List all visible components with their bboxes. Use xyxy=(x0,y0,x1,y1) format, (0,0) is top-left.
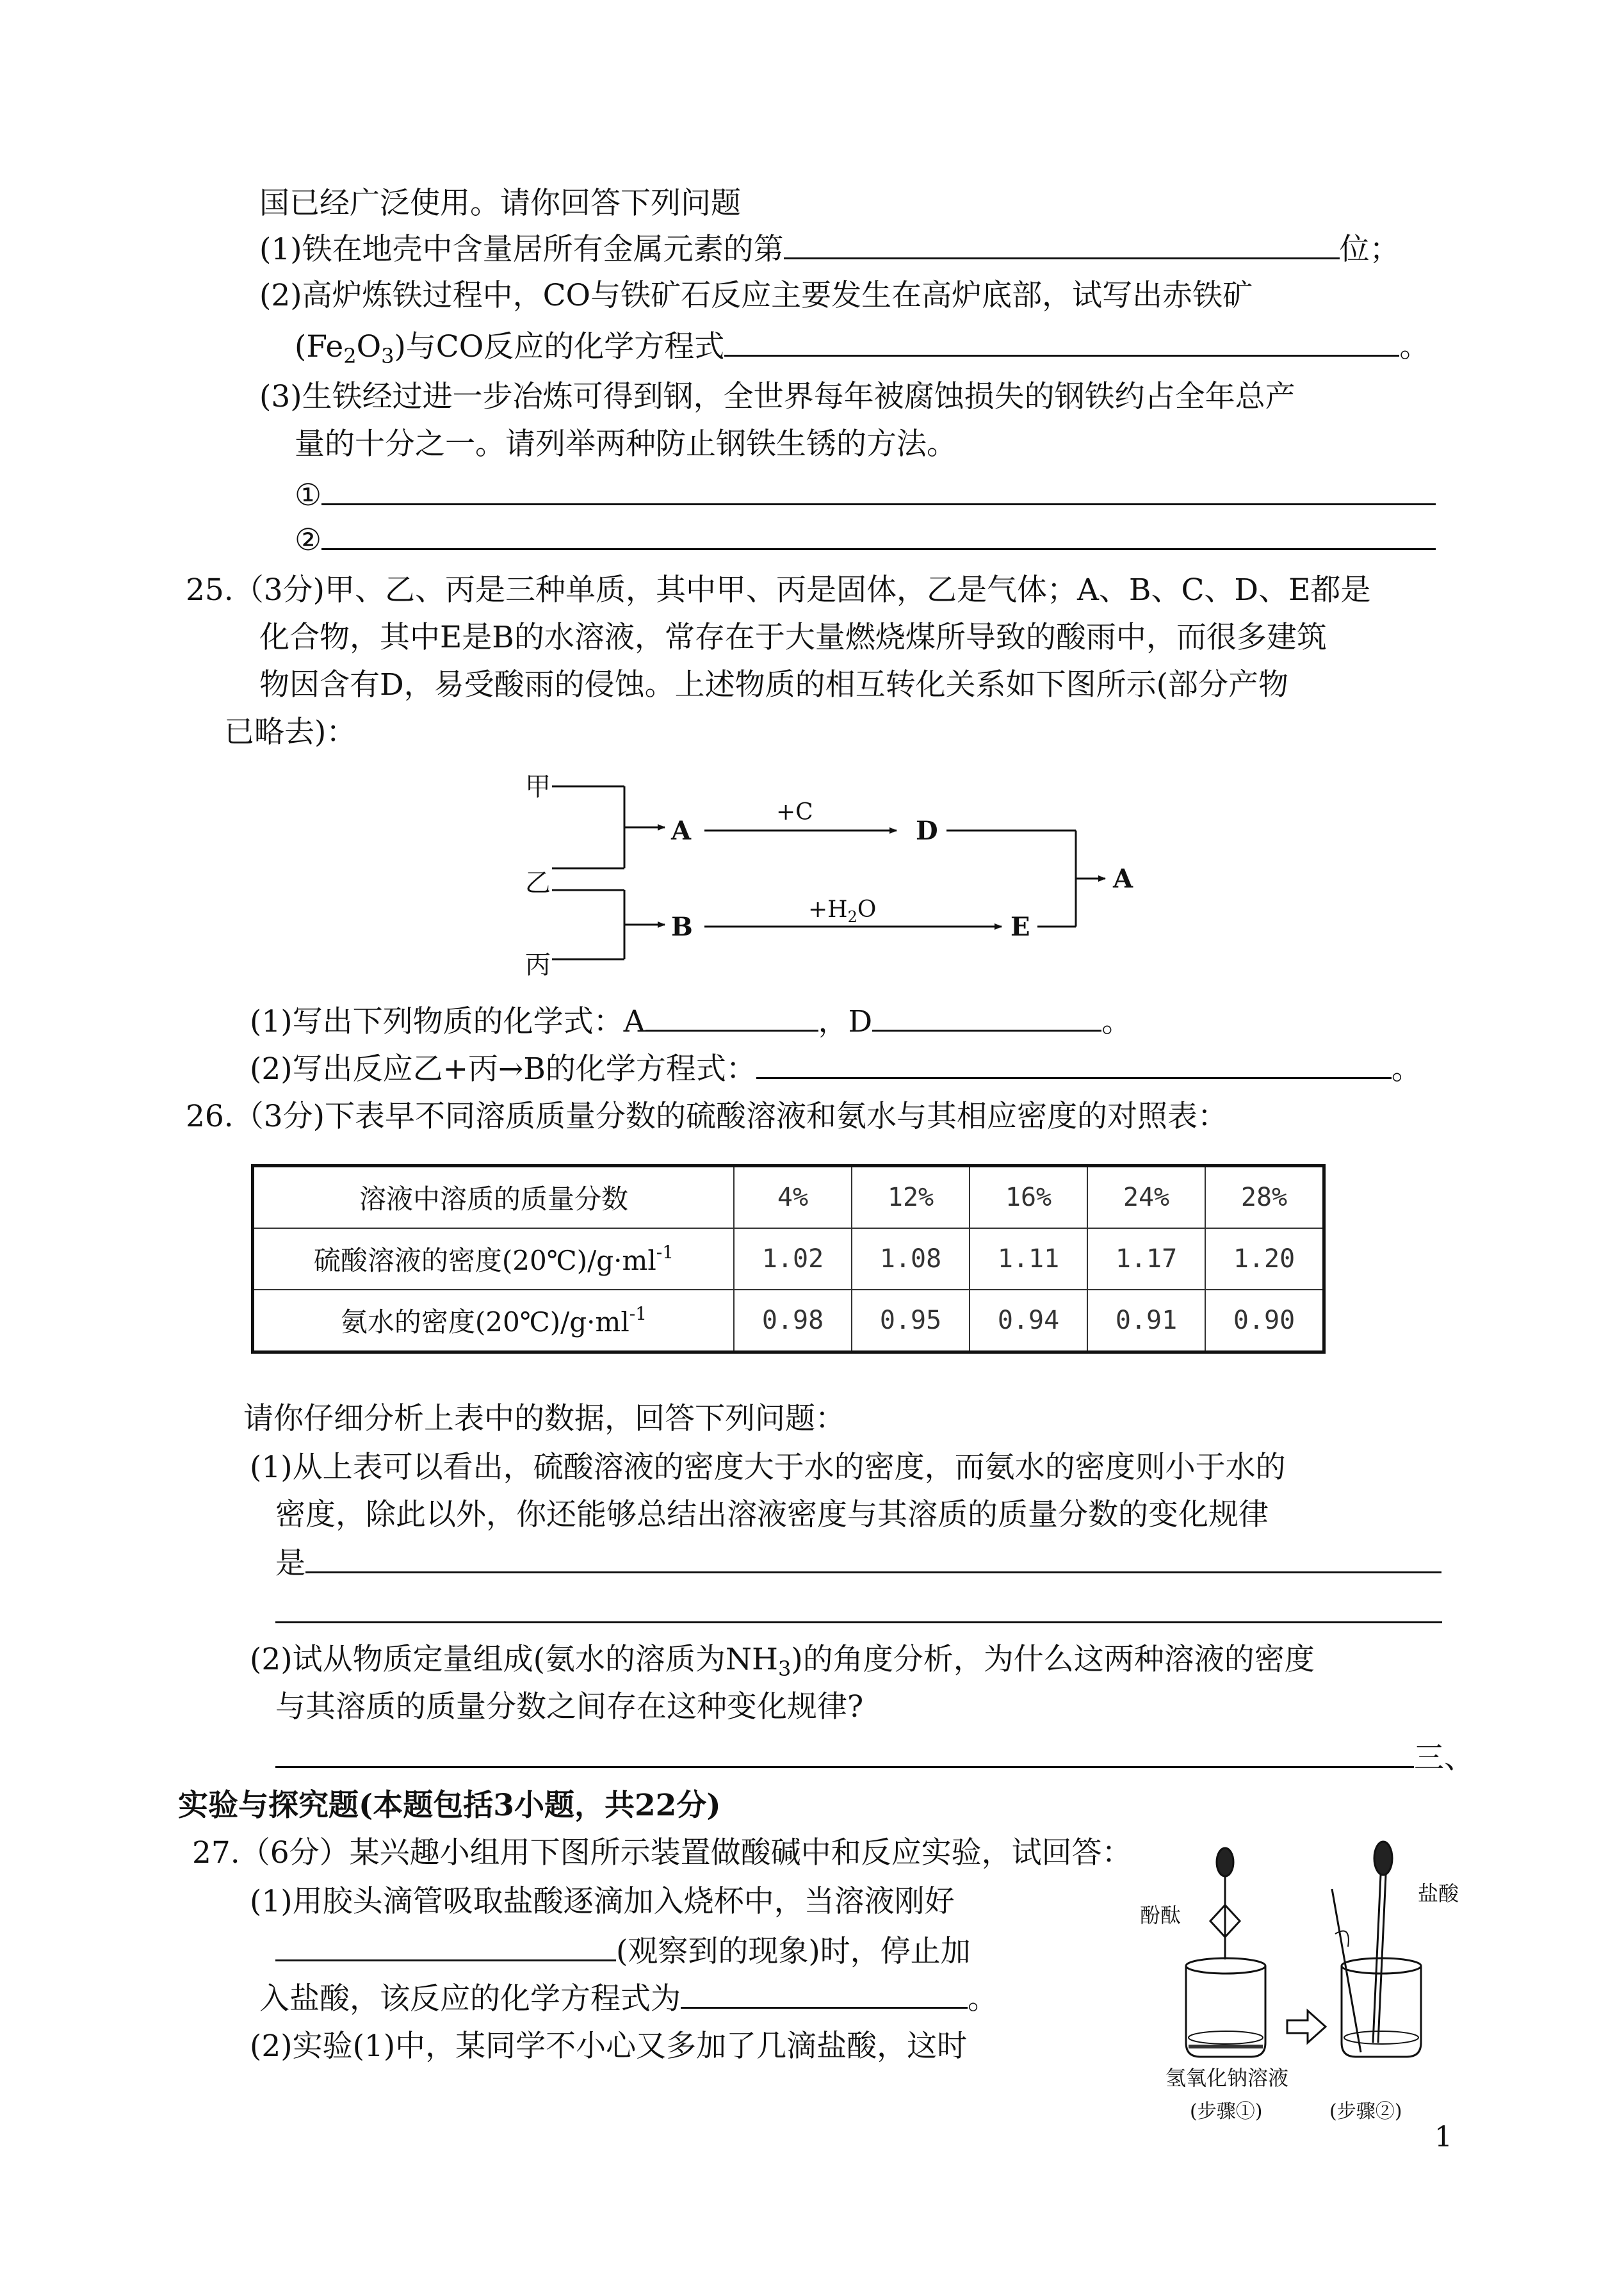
q27-part1-line2 xyxy=(275,1931,971,1970)
unit-superscript: -1 xyxy=(629,1303,647,1324)
q24-part2-text: )与CO反应的化学方程式 xyxy=(394,329,725,364)
table-cell: 4% xyxy=(734,1166,852,1229)
table-cell: 0.91 xyxy=(1087,1290,1205,1352)
q27-answer-blank-2[interactable] xyxy=(681,1979,968,2009)
node-E: E xyxy=(1011,912,1030,942)
label-step1-text: (步骤①) xyxy=(1190,2100,1263,2123)
label-plus-water: $+H_2O$ xyxy=(808,896,877,926)
q25-part1-text: ，D xyxy=(818,1004,873,1039)
q26-part1-line4 xyxy=(275,1593,1442,1632)
q27-line1: 27.（6分）某兴趣小组用下图所示装置做酸碱中和反应实验，试回答： xyxy=(192,1835,1132,1870)
q25-line4: 已略去)： xyxy=(224,715,357,750)
formula-subscript: 3 xyxy=(381,344,394,368)
q26-line1: 26.（3分)下表早不同溶质质量分数的硫酸溶液和氨水与其相应密度的对照表： xyxy=(186,1099,1228,1134)
node-D: D xyxy=(916,816,938,846)
table-cell: 28% xyxy=(1205,1166,1324,1229)
arrow-right-icon xyxy=(1287,2011,1326,2043)
table-row xyxy=(253,1228,1324,1290)
table-cell: 0.90 xyxy=(1205,1290,1324,1352)
q24-part3-line2: 量的十分之一。请列举两种防止钢铁生锈的方法。 xyxy=(295,426,957,462)
table-cell: 1.08 xyxy=(852,1228,970,1290)
circled-number: ② xyxy=(295,523,322,558)
q26-part2-line3 xyxy=(275,1738,1474,1776)
q25-part2-text: (2)写出反应乙+丙→B的化学方程式： xyxy=(250,1051,756,1087)
q25-answer-blank-equation[interactable] xyxy=(756,1049,1392,1079)
q24-part1-suffix: 位； xyxy=(1339,232,1400,267)
q26-part1-text: 是 xyxy=(275,1546,305,1581)
circled-number: ① xyxy=(295,478,322,513)
q27-part1-line1: (1)用胶头滴管吸取盐酸逐滴加入烧杯中，当溶液刚好 xyxy=(250,1884,955,1919)
formula-subscript: 3 xyxy=(778,1657,792,1681)
table-cell: 1.17 xyxy=(1087,1228,1205,1290)
titration-figure xyxy=(1140,1831,1498,2100)
q26-part2-line1 xyxy=(250,1641,1315,1679)
table-cell: 12% xyxy=(852,1166,970,1229)
table-cell: 1.11 xyxy=(970,1228,1087,1290)
q27-answer-blank-1[interactable] xyxy=(275,1931,616,1961)
node-jia: 甲 xyxy=(525,772,551,802)
q25-part1 xyxy=(250,1002,1132,1040)
label-step2-text: (步骤②) xyxy=(1329,2100,1402,2123)
q26-part2-text: (2)试从物质定量组成(氨水的溶质为NH xyxy=(250,1642,779,1677)
dropper-bulb-icon-2 xyxy=(1374,1842,1392,1875)
table-cell: 16% xyxy=(970,1166,1087,1229)
dropper-bulb-icon xyxy=(1217,1848,1233,1876)
label-phenolphthalein: 酚酞 xyxy=(1140,1903,1181,1927)
q26-part2-text: )的角度分析，为什么这两种溶液的密度 xyxy=(791,1642,1315,1677)
q24-intro: 国已经广泛使用。请你回答下列问题 xyxy=(259,186,741,221)
table-cell: 1.20 xyxy=(1205,1228,1324,1290)
q26-part2-line2: 与其溶质的质量分数之间存在这种变化规律? xyxy=(275,1689,864,1724)
row-label: 氨水的密度(20℃)/g·ml xyxy=(340,1306,629,1338)
density-table xyxy=(251,1164,1326,1354)
label-hydrochloric-acid: 盐酸 xyxy=(1418,1881,1459,1906)
q25-line1: 25.（3分)甲、乙、丙是三种单质，其中甲、丙是固体，乙是气体；A、B、C、D、E都是 xyxy=(186,572,1371,608)
section-3-title: 实验与探究题(本题包括3小题，共22分) xyxy=(178,1788,721,1823)
q25-part1-text: (1)写出下列物质的化学式：A xyxy=(250,1004,646,1039)
beaker-icon-step1 xyxy=(1186,1966,1265,2057)
table-cell: 1.02 xyxy=(734,1228,852,1290)
node-bing: 丙 xyxy=(525,950,551,980)
q24-part3-line1: (3)生铁经过进一步冶炼可得到钢，全世界每年被腐蚀损失的钢铁约占全年总产 xyxy=(259,379,1295,414)
unit-superscript: -1 xyxy=(656,1242,674,1263)
period: 。 xyxy=(968,1981,998,2016)
node-yi: 乙 xyxy=(525,868,551,898)
q26-part1-line1: (1)从上表可以看出，硫酸溶液的密度大于水的密度，而氨水的密度则小于水的 xyxy=(250,1450,1286,1485)
q25-part2 xyxy=(250,1049,1422,1087)
table-cell: 24% xyxy=(1087,1166,1205,1229)
node-A: A xyxy=(671,816,692,846)
label-plus-C: +C xyxy=(776,799,813,825)
row-label: 硫酸溶液的密度(20℃)/g·ml xyxy=(313,1245,656,1276)
formula-subscript: 2 xyxy=(343,344,357,368)
period: 。 xyxy=(1391,1051,1422,1087)
table-row xyxy=(253,1290,1324,1352)
q25-answer-blank-D[interactable] xyxy=(872,1002,1101,1032)
q26-answer-blank-1[interactable] xyxy=(305,1543,1441,1573)
q26-answer-blank-3[interactable] xyxy=(275,1738,1414,1768)
q24-part1-text: (1)铁在地壳中含量居所有金属元素的第 xyxy=(259,232,784,267)
table-row xyxy=(253,1166,1324,1229)
label-naoh-solution: 氢氧化钠溶液 xyxy=(1165,2066,1289,2090)
q25-line3: 物因含有D，易受酸雨的侵蚀。上述物质的相互转化关系如下图所示(部分产物 xyxy=(259,667,1289,702)
node-A-product: A xyxy=(1113,864,1133,894)
q25-answer-blank-A[interactable] xyxy=(646,1002,818,1032)
q24-part2-line1: (2)高炉炼铁过程中，CO与铁矿石反应主要发生在高炉底部，试写出赤铁矿 xyxy=(259,278,1253,313)
stirring-rod-icon xyxy=(1332,1889,1361,2052)
table-cell: 0.95 xyxy=(852,1290,970,1352)
q25-line2: 化合物，其中E是B的水溶液，常存在于大量燃烧煤所导致的酸雨中，而很多建筑 xyxy=(259,620,1327,655)
period: 。 xyxy=(1101,1004,1132,1039)
table-cell: 0.94 xyxy=(970,1290,1087,1352)
table-header-cell: 溶液中溶质的质量分数 xyxy=(253,1166,735,1229)
node-B: B xyxy=(671,912,693,942)
formula-text: (Fe xyxy=(295,329,344,364)
q27-part2-line1: (2)实验(1)中，某同学不小心又多加了几滴盐酸，这时 xyxy=(250,2029,968,2064)
section-number: 三、 xyxy=(1414,1740,1474,1776)
formula-text: O xyxy=(356,329,382,364)
table-header-cell xyxy=(253,1290,735,1352)
q27-part1-text: (观察到的现象)时，停止加 xyxy=(616,1934,971,1969)
q26-part1-line2: 密度，除此以外，你还能够总结出溶液密度与其溶质的质量分数的变化规律 xyxy=(275,1497,1269,1532)
table-header-cell xyxy=(253,1228,735,1290)
period: 。 xyxy=(1399,329,1430,364)
q26-intro: 请你仔细分析上表中的数据，回答下列问题： xyxy=(243,1401,845,1436)
q27-part1-line3 xyxy=(259,1979,998,2017)
table-cell: 0.98 xyxy=(734,1290,852,1352)
q26-answer-blank-2[interactable] xyxy=(275,1593,1442,1623)
page-number: 1 xyxy=(1434,2121,1452,2153)
q27-part1-text: 入盐酸，该反应的化学方程式为 xyxy=(259,1981,681,2016)
q26-part1-line3 xyxy=(275,1543,1441,1582)
